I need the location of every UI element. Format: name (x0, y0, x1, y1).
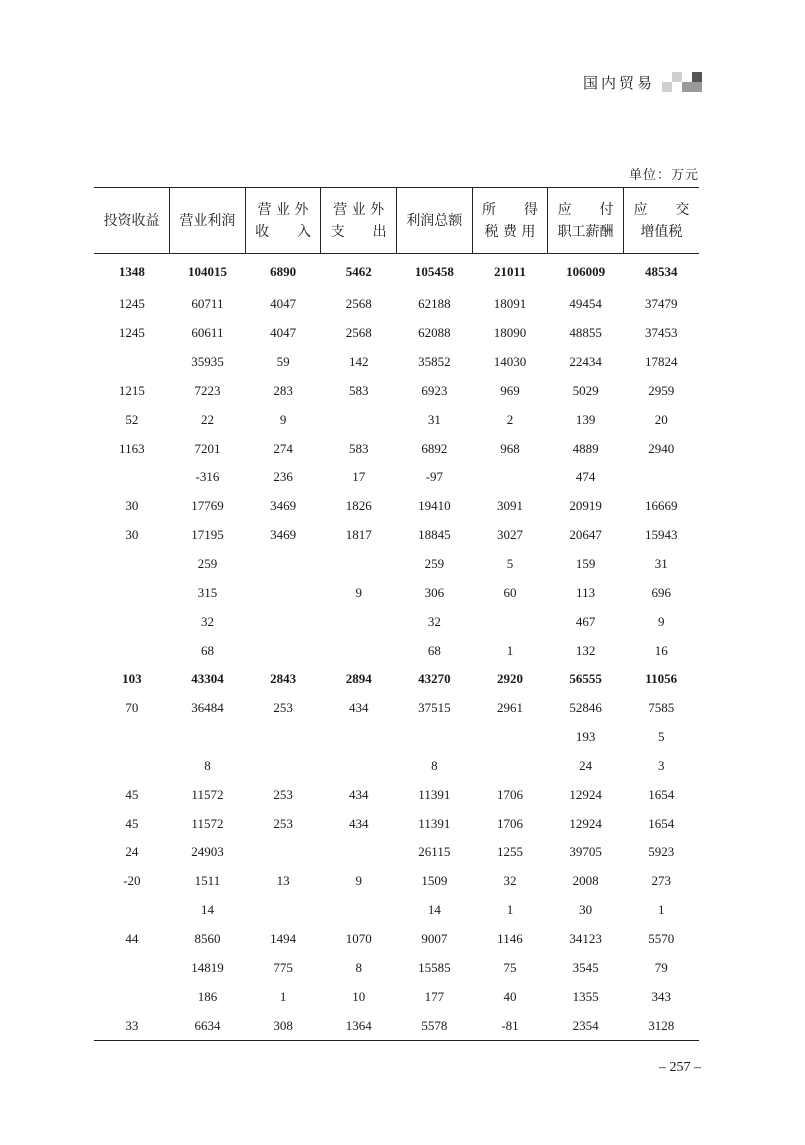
table-cell (245, 607, 321, 636)
table-cell: 1654 (648, 815, 675, 831)
table-cell: 2568 (345, 325, 372, 341)
table-cell: 132 (575, 642, 596, 658)
table-cell: 3469 (270, 498, 297, 514)
table-cell: 60711 (191, 296, 224, 312)
table-cell: 5029 (572, 382, 599, 398)
table-cell: 13 (276, 873, 290, 889)
table-cell (170, 723, 246, 752)
table-cell (94, 982, 170, 1011)
table-row (94, 694, 699, 723)
table-cell: 30 (125, 498, 139, 514)
table-cell: 9 (355, 873, 362, 889)
table-cell (94, 550, 170, 579)
table-row (94, 254, 699, 291)
table-cell: 43270 (418, 671, 451, 687)
table-cell: 1509 (421, 873, 448, 889)
table-cell: 14 (200, 902, 214, 918)
table-cell: 106009 (566, 264, 606, 279)
table-cell: 6892 (421, 440, 448, 456)
column-header-line: 税 费 用 (484, 223, 536, 240)
table-row (94, 780, 699, 809)
table-row (94, 290, 699, 319)
table-cell: 583 (348, 440, 369, 456)
table-cell: 1245 (118, 296, 145, 312)
table-cell: 1355 (572, 988, 599, 1004)
table-row (94, 838, 699, 867)
table-cell: 283 (273, 382, 293, 398)
table-cell (321, 838, 397, 867)
table-cell: 1245 (118, 325, 145, 341)
table-cell: 1 (657, 902, 665, 918)
column-header-line: 营 业 外 (257, 201, 309, 218)
table-cell: 75 (503, 959, 517, 975)
table-cell: 45 (125, 815, 139, 831)
table-cell: 104015 (187, 264, 227, 279)
table-cell: 52 (125, 411, 139, 427)
table-cell: 39705 (569, 844, 602, 860)
table-row (94, 896, 699, 925)
table-cell: 32 (427, 613, 441, 629)
table-row (94, 578, 699, 607)
table-cell: 193 (575, 729, 596, 745)
column-header-line: 所 得 (481, 201, 538, 218)
table-cell (623, 463, 699, 492)
table-cell: 103 (122, 671, 142, 687)
table-row (94, 953, 699, 982)
table-cell: 49454 (569, 296, 602, 312)
table-cell: 30 (579, 902, 593, 918)
table-cell: 315 (197, 584, 218, 600)
table-cell: 343 (651, 988, 671, 1004)
table-cell: 474 (575, 469, 596, 485)
column-header-line: 支 出 (330, 223, 387, 240)
table-row (94, 665, 699, 694)
page-number: – 257 – (659, 1060, 701, 1075)
column-header (472, 188, 548, 254)
table-row (94, 463, 699, 492)
table-cell: -81 (472, 1011, 548, 1040)
table-cell (245, 723, 321, 752)
table-row (94, 809, 699, 838)
table-cell (94, 463, 170, 492)
table-cell: 253 (273, 786, 293, 802)
table-cell: 1654 (648, 786, 675, 802)
table-cell: 68 (200, 642, 214, 658)
column-header-line: 应 付 (557, 201, 614, 218)
table-cell: 2 (506, 411, 514, 427)
table-cell: 60 (503, 584, 517, 600)
table-cell (245, 752, 321, 781)
table-cell (472, 752, 548, 781)
table-cell (94, 953, 170, 982)
table-cell (321, 607, 397, 636)
table-cell (245, 550, 321, 579)
table-header (94, 188, 699, 254)
table-cell: 1163 (119, 440, 145, 456)
table-cell (321, 405, 397, 434)
table-row (94, 723, 699, 752)
table-cell: 60611 (191, 325, 224, 341)
table-cell: 467 (575, 613, 596, 629)
table-cell: 583 (348, 382, 369, 398)
table-cell: 16 (654, 642, 668, 658)
table-cell: 17 (352, 469, 366, 485)
table-cell: 12924 (569, 815, 602, 831)
data-table (94, 187, 699, 1041)
table-cell (321, 896, 397, 925)
column-header-line: 利润总额 (406, 212, 463, 229)
table-cell: 14819 (191, 959, 224, 975)
table-cell: 7585 (648, 700, 675, 716)
table-cell: 1706 (496, 815, 523, 831)
table-cell: 2843 (270, 671, 297, 687)
table-cell: 259 (197, 556, 218, 572)
table-cell: 15943 (644, 527, 678, 543)
table-row (94, 521, 699, 550)
table-cell: 968 (500, 440, 520, 456)
table-cell: 48855 (569, 325, 602, 341)
column-header (245, 188, 321, 254)
table-cell: 32 (200, 613, 214, 629)
column-header-line: 职工薪酬 (557, 223, 614, 240)
table-cell: 306 (424, 584, 445, 600)
table-cell: 7201 (194, 440, 221, 456)
table-row (94, 982, 699, 1011)
table-cell: 5462 (345, 264, 372, 279)
table-cell: 48534 (644, 264, 678, 279)
table-cell: 1215 (118, 382, 145, 398)
table-cell: 24903 (191, 844, 224, 860)
table-row (94, 636, 699, 665)
table-cell: 5 (506, 556, 514, 572)
column-header-line: 营业利润 (179, 212, 236, 229)
table-cell: 1 (279, 988, 287, 1004)
table-cell: 253 (273, 815, 293, 831)
column-header-line: 营 业 外 (333, 201, 385, 218)
table-cell (321, 752, 397, 781)
table-cell: 70 (125, 700, 139, 716)
table-cell: 59 (276, 354, 290, 370)
table-cell: 2008 (572, 873, 599, 889)
table-cell: 18091 (493, 296, 527, 312)
table-cell: 1494 (270, 930, 297, 946)
table-cell: 5578 (397, 1011, 473, 1040)
table-cell: 308 (245, 1011, 321, 1040)
table-cell: 434 (348, 700, 369, 716)
table-cell: 2920 (496, 671, 523, 687)
table-cell: 9 (279, 411, 287, 427)
table-cell: 36484 (191, 700, 224, 716)
table-cell: 31 (654, 556, 668, 572)
table-cell: 3545 (572, 959, 599, 975)
table-cell: 8 (431, 757, 438, 773)
table-cell: 18090 (493, 325, 527, 341)
table-body (94, 254, 699, 1041)
table-cell: -97 (425, 469, 443, 485)
decorative-squares (662, 72, 702, 92)
table-cell: 3091 (496, 498, 523, 514)
table-cell: 2568 (345, 296, 372, 312)
table-cell: 37479 (644, 296, 678, 312)
table-cell: 20647 (569, 527, 602, 543)
table-cell (472, 463, 548, 492)
table-cell: 5923 (648, 844, 675, 860)
table-cell: 17769 (191, 498, 224, 514)
table-cell: 33 (94, 1011, 170, 1040)
table-cell: 1706 (496, 786, 523, 802)
table-cell: 1 (506, 642, 514, 658)
table-cell: 1817 (345, 527, 372, 543)
table-cell: 139 (575, 411, 596, 427)
table-cell: 21011 (494, 264, 526, 279)
column-header (94, 188, 170, 254)
table-cell: 19410 (418, 498, 451, 514)
table-cell: 11391 (418, 786, 451, 802)
column-header-line: 增值税 (640, 223, 683, 240)
table-row (94, 405, 699, 434)
column-header-line: 投资收益 (103, 212, 160, 229)
table-cell: 6890 (270, 264, 297, 279)
table-cell: 1070 (345, 930, 372, 946)
table-cell: 32 (503, 873, 517, 889)
table-cell (245, 896, 321, 925)
table-cell: 1364 (321, 1011, 397, 1040)
table-cell: 9 (657, 613, 665, 629)
table-cell: 2961 (496, 700, 523, 716)
table-cell: 17824 (644, 354, 678, 370)
column-header (397, 188, 473, 254)
column-header (623, 188, 699, 254)
column-header-line: 应 交 (633, 201, 690, 218)
table-cell (321, 723, 397, 752)
column-header (321, 188, 397, 254)
table-cell (94, 607, 170, 636)
table-row (94, 319, 699, 348)
table-cell (94, 752, 170, 781)
table-cell: 969 (500, 382, 520, 398)
table-cell (321, 636, 397, 665)
table-cell: 20 (654, 411, 668, 427)
table-cell: 22434 (569, 354, 602, 370)
table-cell: 35935 (191, 354, 224, 370)
table-cell: 10 (352, 988, 366, 1004)
column-header (548, 188, 624, 254)
table-cell: 2894 (345, 671, 372, 687)
table-cell: 40 (503, 988, 517, 1004)
table-cell: 6923 (421, 382, 448, 398)
table-cell: 186 (197, 988, 218, 1004)
table-cell: 8560 (194, 930, 221, 946)
table-cell: 34123 (569, 930, 602, 946)
table-cell: 113 (576, 584, 596, 600)
table-cell: 9 (355, 584, 362, 600)
table-cell: 15585 (418, 959, 451, 975)
table-row (94, 492, 699, 521)
table-cell: 62088 (418, 325, 451, 341)
table-cell: 14 (427, 902, 441, 918)
table-cell: 236 (273, 469, 293, 485)
table-cell: 43304 (191, 671, 224, 687)
table-cell: 2959 (648, 382, 675, 398)
table-cell: 4047 (270, 296, 297, 312)
table-cell: 434 (348, 786, 369, 802)
table-cell (245, 838, 321, 867)
table-cell: 253 (273, 700, 293, 716)
table-cell: 7223 (194, 382, 221, 398)
table-cell: 11391 (418, 815, 451, 831)
table-cell: 1826 (345, 498, 372, 514)
table-cell: 37515 (418, 700, 451, 716)
table-cell: 11056 (645, 671, 678, 687)
table-cell: 44 (125, 930, 139, 946)
table-cell (397, 723, 473, 752)
table-row (94, 925, 699, 954)
table-cell: 79 (654, 959, 668, 975)
table-cell: 2354 (548, 1011, 624, 1040)
table-cell: 3128 (623, 1011, 699, 1040)
table-cell: 9007 (421, 930, 448, 946)
table-cell (94, 636, 170, 665)
table-cell: 16669 (644, 498, 678, 514)
table-row (94, 348, 699, 377)
table-cell: 35852 (418, 354, 451, 370)
table-cell: 3027 (496, 527, 523, 543)
table-cell (94, 578, 170, 607)
table-cell: 1146 (497, 930, 523, 946)
table-cell: 4047 (270, 325, 297, 341)
table-cell: -20 (123, 873, 141, 889)
table-cell: 273 (651, 873, 671, 889)
table-cell (94, 723, 170, 752)
table-cell (245, 578, 321, 607)
table-cell: 14030 (493, 354, 527, 370)
table-cell (94, 896, 170, 925)
table-cell: 2940 (648, 440, 675, 456)
header-row (94, 188, 699, 254)
table-cell: 24 (579, 757, 593, 773)
table-cell: 12924 (569, 786, 602, 802)
table-cell: 68 (427, 642, 441, 658)
table-cell: 5 (657, 729, 665, 745)
table-cell: 56555 (569, 671, 602, 687)
table-cell: 434 (348, 815, 369, 831)
table-cell: 1255 (496, 844, 523, 860)
table-cell: 1 (506, 902, 514, 918)
table-row (94, 377, 699, 406)
table-cell: 259 (424, 556, 445, 572)
table-cell (321, 550, 397, 579)
section-title: 国内贸易 (582, 74, 655, 92)
table-cell: 1511 (194, 873, 221, 889)
table-cell: 3 (657, 757, 665, 773)
table-cell: 20919 (569, 498, 602, 514)
table-row (94, 867, 699, 896)
table-cell: 31 (427, 411, 441, 427)
table-cell: -316 (195, 469, 220, 485)
table-cell: 8 (355, 959, 362, 975)
table-cell: 22 (200, 411, 214, 427)
table-cell: 6634 (170, 1011, 246, 1040)
table-cell (472, 607, 548, 636)
table-cell: 1348 (118, 264, 145, 279)
table-cell: 696 (651, 584, 671, 600)
column-header-line: 收 入 (255, 223, 312, 240)
table-row (94, 752, 699, 781)
table-row (94, 550, 699, 579)
table-cell: 17195 (191, 527, 224, 543)
table-cell: 775 (273, 959, 293, 975)
table-cell: 177 (424, 988, 445, 1004)
table-cell: 37453 (644, 325, 678, 341)
table-cell: 11572 (191, 786, 224, 802)
table-row (94, 1011, 699, 1040)
table-cell: 4889 (572, 440, 599, 456)
table-cell: 11572 (191, 815, 224, 831)
table-cell: 274 (273, 440, 293, 456)
table-cell: 30 (125, 527, 139, 543)
table-cell: 3469 (270, 527, 297, 543)
table-cell: 52846 (569, 700, 602, 716)
table-cell: 62188 (418, 296, 451, 312)
table-cell: 24 (125, 844, 139, 860)
table-cell: 159 (575, 556, 596, 572)
table-cell (245, 636, 321, 665)
table-cell: 142 (348, 354, 369, 370)
table-cell: 8 (204, 757, 211, 773)
table-cell: 45 (125, 786, 139, 802)
column-header (170, 188, 246, 254)
table-cell: 5570 (648, 930, 675, 946)
unit-label: 单位：万元 (628, 168, 699, 183)
table-row (94, 434, 699, 463)
table-cell: 26115 (418, 844, 451, 860)
table-cell: 18845 (418, 527, 451, 543)
table-cell: 105458 (414, 264, 454, 279)
table-row (94, 607, 699, 636)
table-cell (472, 723, 548, 752)
table-cell (94, 348, 170, 377)
